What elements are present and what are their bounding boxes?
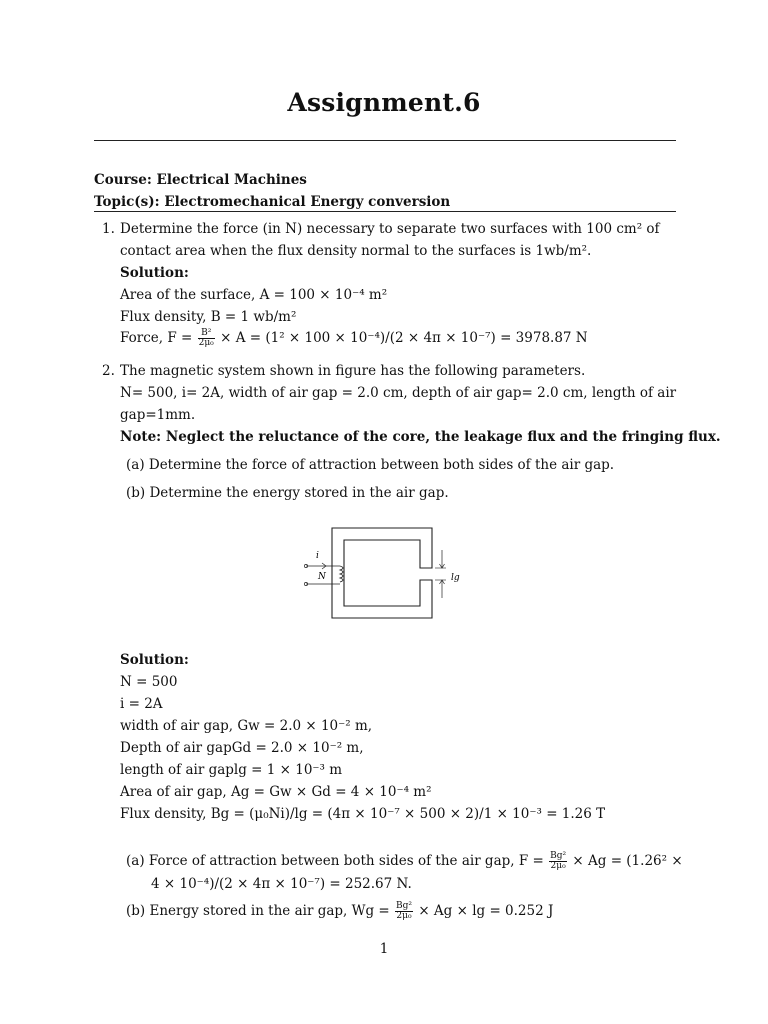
topic-line: Topic(s): Electromechanical Energy conversion: [94, 194, 451, 210]
q1-force-suffix: × A = (1² × 100 × 10⁻⁴)/(2 × 4π × 10⁻⁷) = 3978.87 N: [220, 330, 588, 346]
q2-solution-width: width of air gap, Gw = 2.0 × 10⁻² m,: [120, 718, 373, 734]
magnetic-circuit-figure: [300, 520, 470, 632]
topic-rule: [94, 211, 676, 212]
q2-answer-b: [126, 902, 553, 921]
q1-solution-label: Solution:: [120, 265, 189, 281]
q2-solution-label: Solution:: [120, 652, 189, 668]
page-title: Assignment.6: [287, 88, 481, 117]
q2-solution-i: i = 2A: [120, 696, 163, 712]
page-number: 1: [379, 941, 389, 957]
q2-text-line2: N= 500, i= 2A, width of air gap = 2.0 cm, depth of air gap= 2.0 cm, length of air: [120, 385, 677, 401]
ans-b-prefix: (b) Energy stored in the air gap, Wg =: [126, 903, 390, 919]
ans-b-frac-num: Bg²: [396, 901, 413, 911]
course-line: Course: Electrical Machines: [94, 172, 307, 188]
q1-solution-flux: Flux density, B = 1 wb/m²: [120, 309, 297, 325]
q2-solution-area: Area of air gap, Ag = Gw × Gd = 4 × 10⁻⁴ m²: [120, 784, 432, 800]
q2-solution-depth: Depth of air gapGd = 2.0 × 10⁻² m,: [120, 740, 364, 756]
title-rule: [94, 140, 676, 141]
q1-force-prefix: Force, F =: [120, 330, 193, 346]
ans-b-frac-den: 2μ₀: [396, 911, 412, 921]
ans-b-suffix: × Ag × lg = 0.252 J: [418, 903, 554, 919]
label-gap-length: lg: [451, 573, 460, 583]
q1-text-line2: contact area when the flux density normal to the surfaces is 1wb/m².: [120, 243, 592, 259]
core-outline: [332, 528, 432, 618]
winding-coil: [340, 566, 343, 582]
q1-force-fraction: [198, 329, 215, 348]
ans-b-fraction: [395, 902, 413, 921]
q1-number: 1.: [102, 221, 115, 237]
ans-a-prefix: (a) Force of attraction between both sides of the air gap, F =: [126, 853, 544, 869]
q2-solution-flux: Flux density, Bg = (μ₀Ni)/lg = (4π × 10⁻⁷ × 500 × 2)/1 × 10⁻³ = 1.26 T: [120, 806, 606, 822]
label-turns: N: [318, 572, 326, 582]
ans-a-frac-den: 2μ₀: [550, 861, 566, 871]
ans-a-frac-num: Bg²: [550, 851, 567, 861]
ans-a-fraction: [549, 852, 567, 871]
q1-frac-den: 2μ₀: [198, 338, 214, 348]
q1-frac-num: B²: [198, 329, 215, 339]
ans-a-suffix: × Ag = (1.26² ×: [572, 853, 683, 869]
q1-text-line1: Determine the force (in N) necessary to separate two surfaces with 100 cm² of: [120, 221, 660, 237]
q2-text-line1: The magnetic system shown in figure has the following parameters.: [120, 363, 586, 379]
q2-solution-n: N = 500: [120, 674, 178, 690]
label-current: i: [316, 551, 319, 561]
q2-answer-a-line2: 4 × 10⁻⁴)/(2 × 4π × 10⁻⁷) = 252.67 N.: [151, 876, 412, 892]
q1-solution-force: [120, 329, 588, 348]
q1-solution-area: Area of the surface, A = 100 × 10⁻⁴ m²: [120, 287, 388, 303]
q2-text-line3: gap=1mm.: [120, 407, 196, 423]
q2-answer-a: [126, 852, 683, 871]
q2-note: Note: Neglect the reluctance of the core, the leakage flux and the fringing flux.: [120, 429, 721, 445]
q2-solution-length: length of air gaplg = 1 × 10⁻³ m: [120, 762, 343, 778]
q2-number: 2.: [102, 363, 115, 379]
q2-part-a: (a) Determine the force of attraction between both sides of the air gap.: [126, 457, 615, 473]
q2-part-b: (b) Determine the energy stored in the air gap.: [126, 485, 449, 501]
